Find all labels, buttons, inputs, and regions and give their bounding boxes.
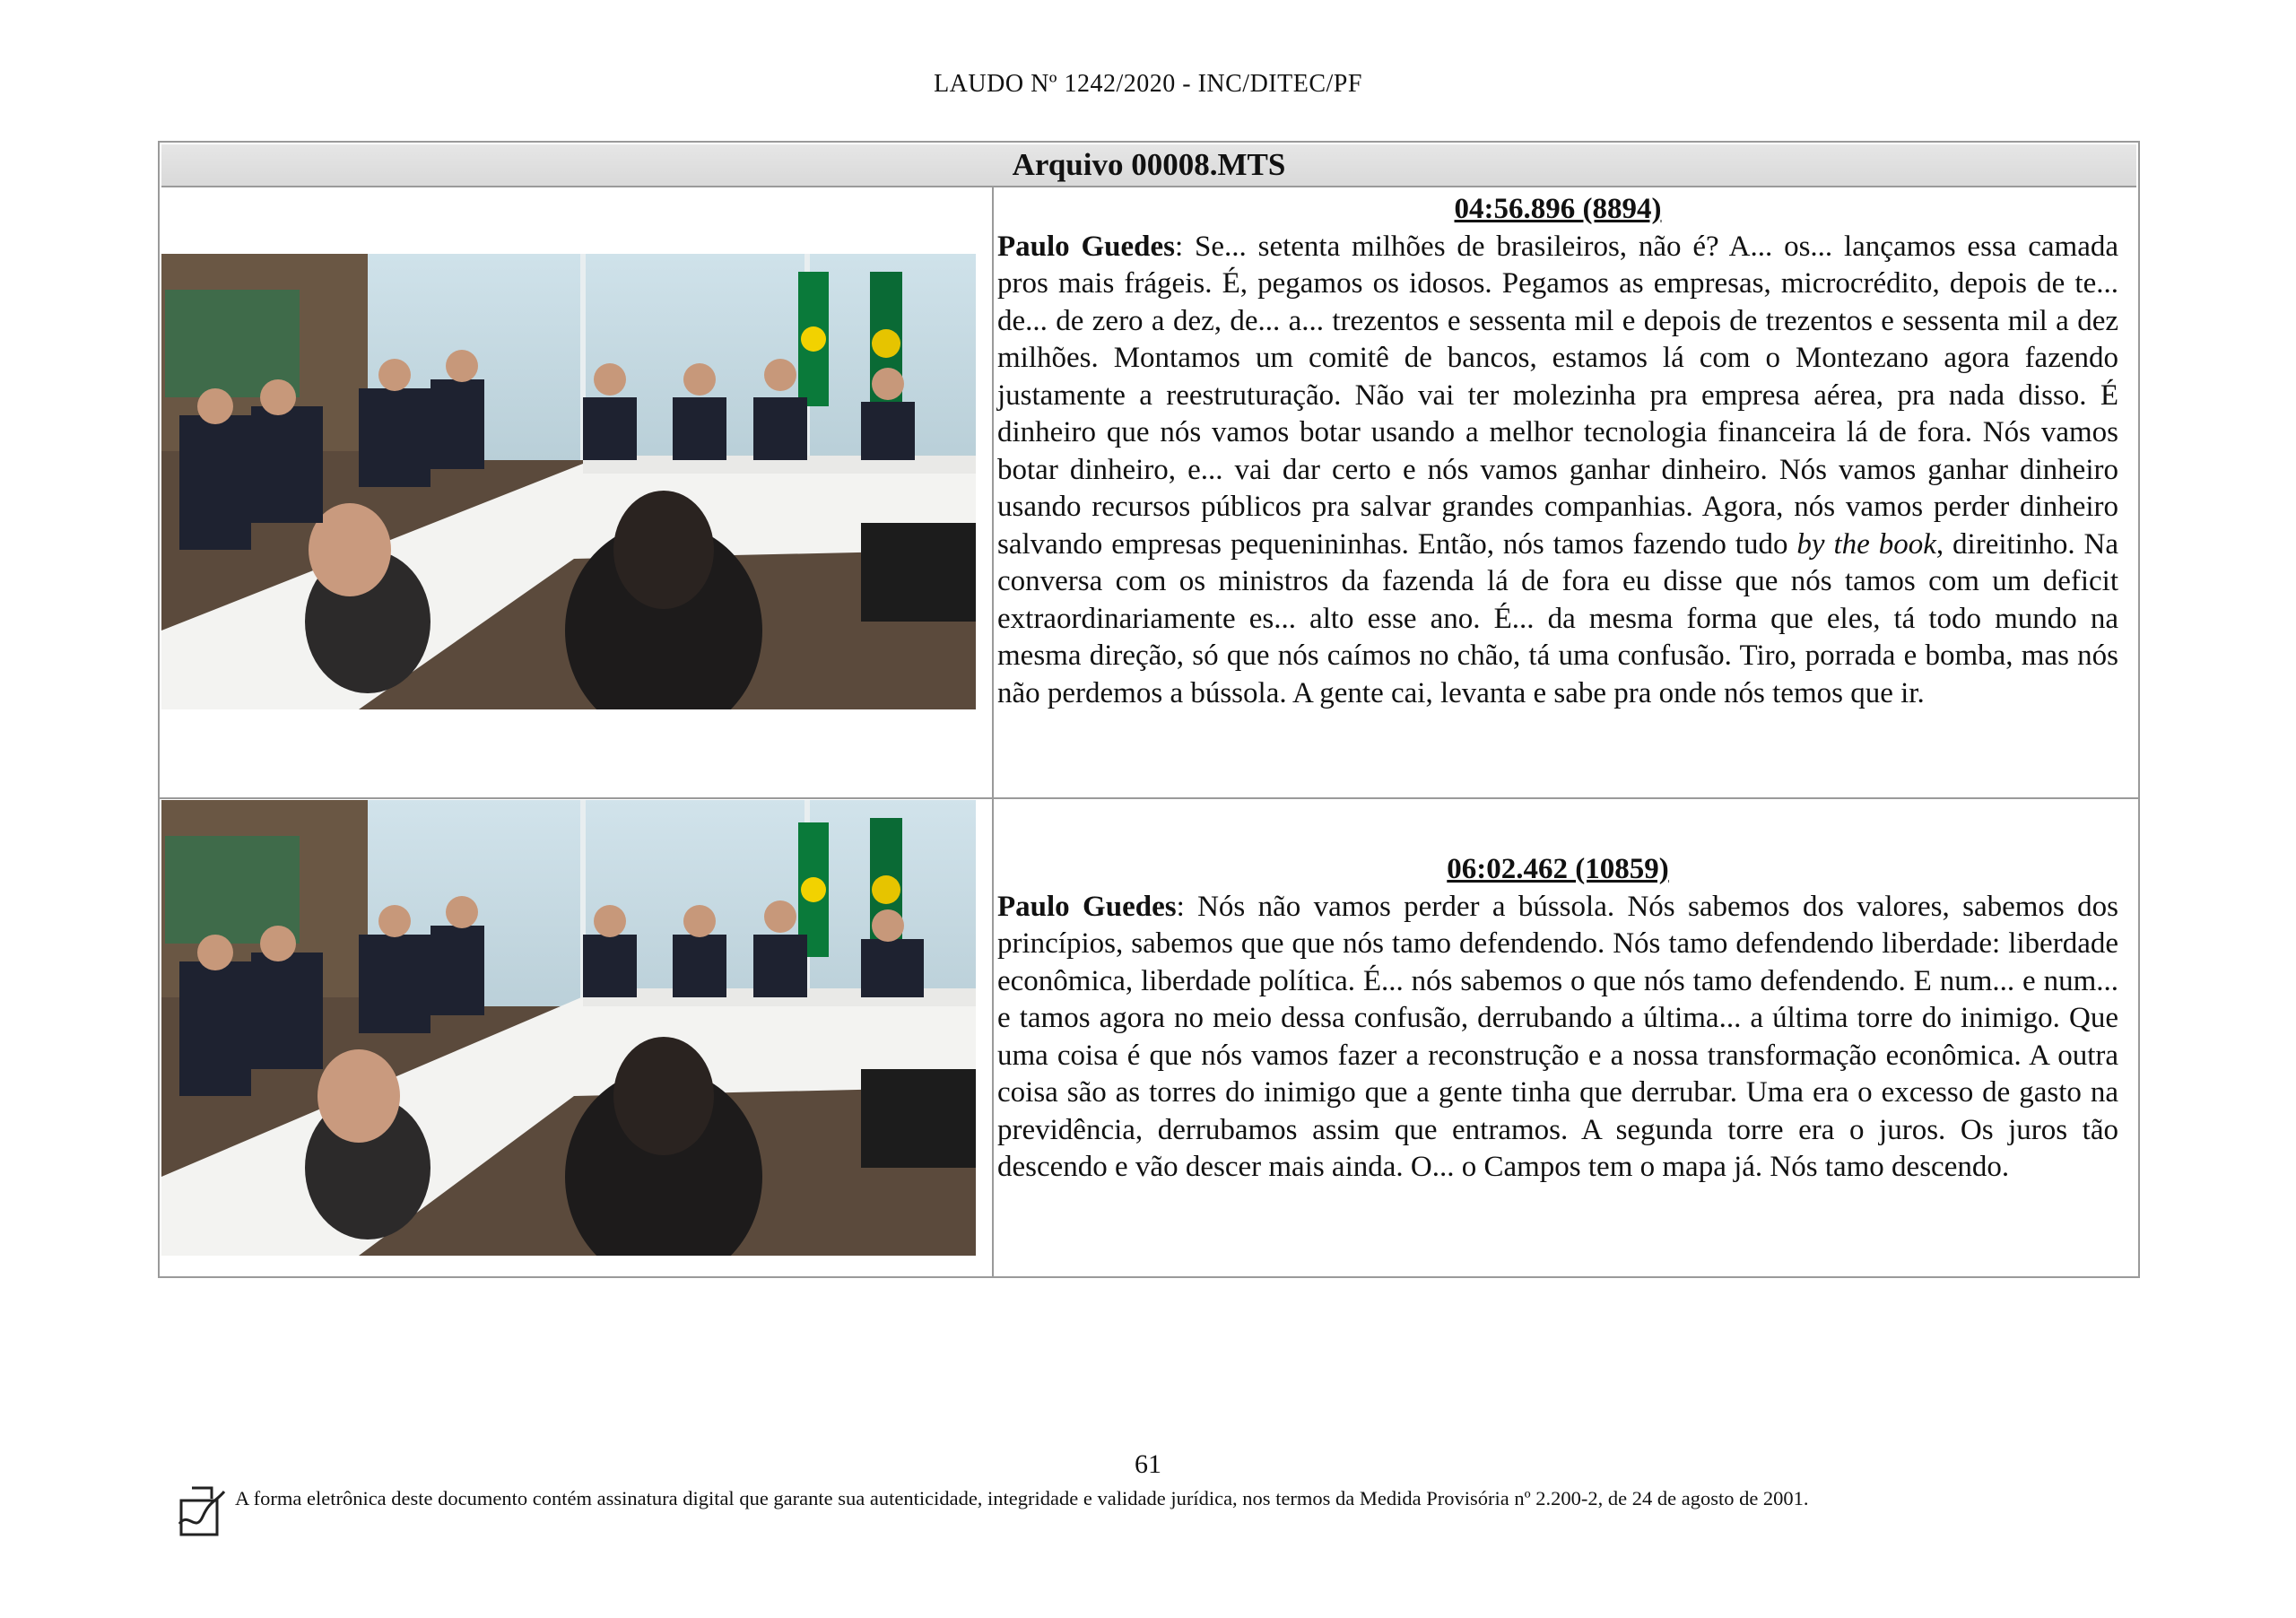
row-divider xyxy=(160,797,2138,799)
file-title: Arquivo 00008.MTS xyxy=(161,144,2136,187)
video-frame-2 xyxy=(161,800,976,1256)
transcript-cell-2 xyxy=(997,851,2118,1187)
transcript-paragraph xyxy=(997,229,2118,713)
timecode: 06:02.462 (10859) xyxy=(1447,853,1669,885)
video-frame-1 xyxy=(161,254,976,709)
transcript-paragraph xyxy=(997,889,2118,1187)
transcript-text: : Se... setenta milhões de brasileiros, não é? A... os... lançamos essa camada pros mais frágeis. É, pegamos os idosos. Pegamos as empresas, microcrédito, depois de te... de... de zero a dez, de... a... trezentos e sessenta mil e depois de trezentos e sessenta mil a dez milhões. Montamos um comitê de bancos, estamos lá com o Montezano agora fazendo justamente a reestruturação. Não vai ter molezinha pra empresa aérea, pra nada disso. É dinheiro que nós vamos botar usando a melhor tecnologia financeira lá de fora. Nós vamos botar dinheiro, e... vai dar certo e nós vamos ganhar dinheiro. Nós vamos ganhar dinheiro usando recursos públicos pra salvar grandes companhias. Agora, nós vamos perder dinheiro salvando empresas pequenininhas. Então, nós tamos fazendo tudo xyxy=(997,230,2118,561)
transcript-text: : Nós não vamos perder a bússola. Nós sabemos dos valores, sabemos dos princípios, sabemos que que nós tamo defendendo. Nós tamo defendendo liberdade: liberdade econômica, liberdade política. É... nós sabemos o que nós tamo defendendo. E num... e num... e tamos agora no meio dessa confusão, derrubando a última... a última torre do inimigo. Que uma coisa é que nós vamos fazer a reconstrução e a nossa transformação econômica. A outra coisa são as torres do inimigo que a gente tinha que derrubar. Uma era o excesso de gasto na previdência, derrubamos assim que entramos. A segunda torre era o juros. Os juros tão descendo e vão descer mais ainda. O... o Campos tem o mapa já. Nós tamo descendo. xyxy=(997,890,2118,1183)
column-divider xyxy=(992,187,994,1276)
digital-signature-icon xyxy=(176,1484,228,1538)
report-header: LAUDO Nº 1242/2020 - INC/DITEC/PF xyxy=(934,70,1362,98)
speaker-name: Paulo Guedes xyxy=(997,890,1177,923)
transcript-text: , direitinho. Na conversa com os ministros da fazenda lá de fora eu disse que nós tamos com um deficit extraordinariamente es... alto esse ano. É... da mesma forma que eles, tá todo mundo na mesma direção, só que nós caímos no chão, tá uma confusão. Tiro, porrada e bomba, mas nós não perdemos a bússola. A gente cai, levanta e sabe pra onde nós temos que ir. xyxy=(997,527,2119,709)
timecode: 04:56.896 (8894) xyxy=(1454,193,1662,225)
transcript-italic-text: by the book xyxy=(1796,527,1936,561)
footer-text: A forma eletrônica deste documento contém assinatura digital que garante sua autenticidade, integridade e validade jurídica, nos termos da Medida Provisória nº 2.200-2, de 24 de agosto de 2001. xyxy=(235,1487,1809,1509)
page-number: 61 xyxy=(1135,1449,1161,1479)
speaker-name: Paulo Guedes xyxy=(997,230,1176,263)
transcript-cell-1 xyxy=(997,191,2118,712)
transcript-table xyxy=(158,141,2140,1278)
